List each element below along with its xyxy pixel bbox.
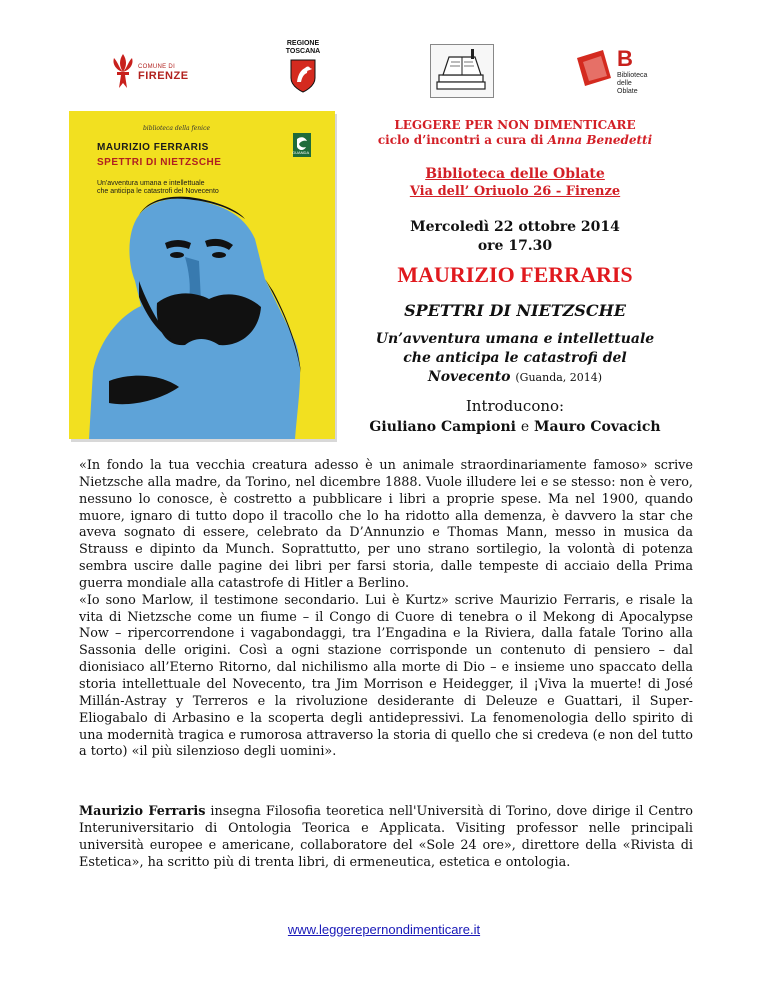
speaker-name: MAURIZIO FERRARIS (397, 262, 633, 287)
venue-name-link[interactable]: Biblioteca delle Oblate (425, 166, 605, 182)
regione-label: REGIONE (286, 40, 320, 47)
bio-text: insegna Filosofia teoretica nell'Università di Torino, dove dirige il Centro Interuniversitario di Ontologia Teorica e Applicata. Visiting professor nelle principali università europee e americane, collaboratore del «Sole 24 ore», direttore della «Rivista di Estetica», ha scritto più di trenta libri, di ermeneutica, estetica e ontologia. (79, 804, 693, 870)
fleur-de-lis-icon (108, 52, 138, 92)
book-title: SPETTRI DI NIETZSCHE (404, 301, 626, 320)
comune-label: COMUNE DI (138, 64, 176, 70)
cover-series: biblioteca della fenice (142, 125, 211, 132)
book-publication: (Guanda, 2014) (515, 371, 603, 384)
biblioteca-letter: B (617, 46, 633, 71)
publisher-label: GUANDA (292, 150, 310, 155)
firenze-label: FIRENZE (138, 70, 189, 82)
website-link[interactable]: www.leggerepernondimenticare.it (287, 922, 481, 937)
pegasus-shield-icon (289, 58, 317, 94)
bio-name: Maurizio Ferraris (79, 804, 206, 819)
comune-firenze-logo (108, 52, 188, 96)
curator-name: Anna Benedetti (547, 133, 653, 147)
biblioteca-name: Biblioteca delle Oblate (617, 72, 648, 95)
book-cover-image (69, 111, 335, 439)
intro-names (340, 419, 690, 435)
venue-name (340, 166, 690, 182)
book-description: «In fondo la tua vecchia creatura adesso è un animale straordinariamente famoso» scrive Nietzsche alla madre, da Torino, nel dicembre 1888. Vuole illudere lei e se stesso: non è vero, nessuno lo conosce, è costretto a pubblicare i libri a proprie spese. Ma nel 1900, quando muore, ignaro di tutto dopo il tracollo che lo ha ridotto alla demenza, è davvero la star che aveva sognato di essere, celebrato da D’Annunzio e Thomas Mann, messo in musica da Strauss e dipinto da Munch. Soprattutto, per uno strano sortilegio, la volontà di potenza sembra uscire dalle pagine dei libri per farsi storia, dalle tempeste di acciaio della Prima guerra mondiale alla catastrofe di Hitler a Berlino. «Io sono Marlow, il testimone secondario. Lui è Kurtz» scrive Maurizio Ferraris, e risale la vita di Nietzsche come un fiume – il Congo di Cuore di tenebra o il Mekong di Apocalypse Now – ripercorrendone i vagabondaggi, tra l’Engadina e la Riviera, dalla fatale Torino alla Sassonia delle origini. Così a ogni stazione corrisponde un contenuto di pensiero – dal dionisiaco all’Eterno Ritorno, dal nichilismo alla morte di Dio – e insieme uno spaccato della storia intellettuale del Novecento, tra Jim Morrison e Heidegger, il ¡Viva la muerte! di José Millán-Astray y Terreros e la rivoluzione desiderante di Deleuze e Guattari, il Super-Eliogabalo di Arbasino e la scoperta degli antidepressivi. La fenomenologia dello spirito di una modernità tragica e rumorosa attraverso la storia di quello che si credeva (e non del tutto a torto) «il più silenzioso degli uomini». (79, 458, 693, 760)
author-bio (79, 804, 693, 871)
regione-toscana-logo (283, 40, 323, 100)
venue-address (340, 184, 690, 199)
series-subtitle: ciclo d’incontri a cura di Anna Benedetti (377, 133, 653, 147)
book-subtitle: Un’avventura umana e intellettuale che anticipa le catastrofi del Novecento (Guanda, 2014) (375, 331, 655, 385)
books-logo (430, 44, 494, 98)
intro-conjunction: e (520, 419, 530, 435)
series-title: LEGGERE PER NON DIMENTICARE (394, 118, 636, 132)
toscana-label: TOSCANA (285, 48, 321, 55)
books-icon (431, 45, 493, 97)
cover-title: SPETTRI DI NIETZSCHE (97, 157, 222, 168)
introducer-1: Giuliano Campioni (369, 419, 516, 435)
biblioteca-oblate-logo (573, 48, 653, 96)
event-date: Mercoledì 22 ottobre 2014 (410, 219, 620, 235)
intro-label: Introducono: (465, 397, 565, 415)
cover-subtitle: Un'avventura umana e intellettuale che anticipa le catastrofi del Novecento (97, 180, 219, 195)
venue-address-link[interactable]: Via dell’ Oriuolo 26 - Firenze (409, 184, 621, 199)
red-square-icon (573, 48, 615, 90)
introducer-2: Mauro Covacich (534, 419, 661, 435)
event-time: ore 17.30 (477, 238, 553, 254)
cover-publisher-mark (293, 133, 311, 157)
cover-author: MAURIZIO FERRARIS (97, 142, 209, 153)
